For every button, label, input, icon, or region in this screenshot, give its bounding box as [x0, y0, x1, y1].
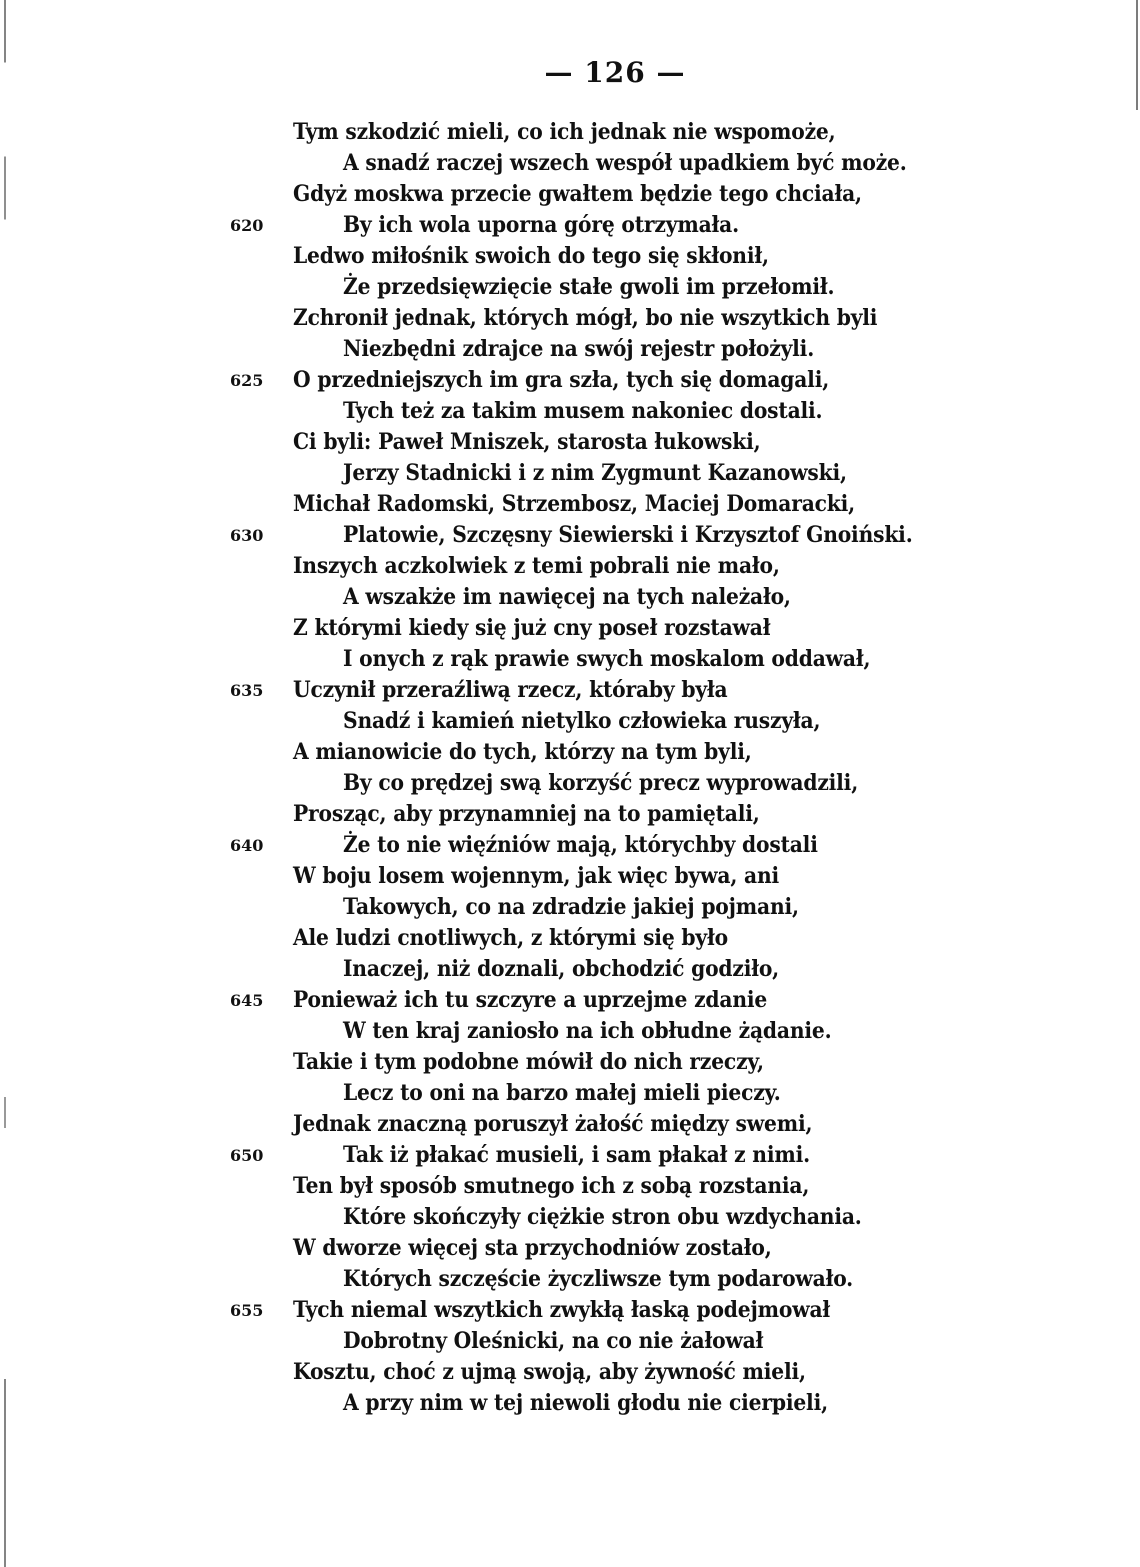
verse-text: Że przedsięwzięcie stałe gwoli im przełomił. — [343, 274, 835, 300]
verse-line — [0, 427, 1140, 458]
verse-text: Zchronił jednak, których mógł, bo nie wszytkich byli — [293, 305, 878, 331]
verse-line — [0, 582, 1140, 613]
verse-text: Jerzy Stadnicki i z nim Zygmunt Kazanowski, — [343, 460, 847, 486]
verse-line — [0, 1295, 1140, 1326]
verse-line — [0, 985, 1140, 1016]
verse-text: Snadź i kamień nietylko człowieka ruszyła, — [343, 708, 821, 734]
verse-text: W ten kraj zaniosło na ich obłudne żądanie. — [343, 1018, 832, 1044]
verse-line — [0, 768, 1140, 799]
verse-text: W dworze więcej sta przychodniów zostało, — [293, 1235, 772, 1261]
verse-text: Tych też za takim musem nakoniec dostali. — [343, 398, 823, 424]
verse-line — [0, 458, 1140, 489]
verse-text: Jednak znaczną poruszył żałość między swemi, — [293, 1111, 813, 1137]
verse-text: Że to nie więźniów mają, którychby dostali — [343, 832, 818, 858]
verse-line — [0, 520, 1140, 551]
verse-line — [0, 892, 1140, 923]
verse-text: W boju losem wojennym, jak więc bywa, ani — [293, 863, 780, 889]
verse-text: A przy nim w tej niewoli głodu nie cierpieli, — [343, 1390, 828, 1416]
verse-text: Niezbędni zdrajce na swój rejestr położyli. — [343, 336, 815, 362]
verse-line — [0, 1264, 1140, 1295]
verse-text: Ten był sposób smutnego ich z sobą rozstania, — [293, 1173, 810, 1199]
verse-text: By ich wola uporna górę otrzymała. — [343, 212, 739, 238]
verse-line — [0, 799, 1140, 830]
verse-text: Lecz to oni na barzo małej mieli pieczy. — [343, 1080, 781, 1106]
verse-text: Kosztu, choć z ujmą swoją, aby żywność mieli, — [293, 1359, 806, 1385]
line-number: 630 — [230, 526, 264, 545]
verse-line — [0, 1047, 1140, 1078]
verse-text: Które skończyły ciężkie stron obu wzdychania. — [343, 1204, 862, 1230]
verse-text: By co prędzej swą korzyść precz wyprowadzili, — [343, 770, 859, 796]
verse-text: Dobrotny Oleśnicki, na co nie żałował — [343, 1328, 764, 1354]
verse-line — [0, 644, 1140, 675]
poem-text — [0, 117, 1140, 1419]
verse-text: Z którymi kiedy się już cny poseł rozstawał — [293, 615, 771, 641]
verse-text: Takie i tym podobne mówił do nich rzeczy, — [293, 1049, 764, 1075]
verse-line — [0, 303, 1140, 334]
verse-line — [0, 1171, 1140, 1202]
verse-line — [0, 954, 1140, 985]
verse-text: A wszakże im nawięcej na tych należało, — [343, 584, 791, 610]
verse-text: Tak iż płakać musieli, i sam płakał z nimi. — [343, 1142, 811, 1168]
verse-text: Gdyż moskwa przecie gwałtem będzie tego chciała, — [293, 181, 862, 207]
verse-text: Prosząc, aby przynamniej na to pamiętali, — [293, 801, 760, 827]
verse-line — [0, 117, 1140, 148]
verse-line — [0, 365, 1140, 396]
line-number: 655 — [230, 1301, 264, 1320]
verse-text: Ale ludzi cnotliwych, z którymi się było — [293, 925, 728, 951]
verse-text: Ledwo miłośnik swoich do tego się skłonił, — [293, 243, 769, 269]
verse-line — [0, 830, 1140, 861]
verse-text: Których szczęście życzliwsze tym podarowało. — [343, 1266, 854, 1292]
verse-text: Tych niemal wszytkich zwykłą łaską podejmował — [293, 1297, 831, 1323]
verse-line — [0, 737, 1140, 768]
verse-text: Tym szkodzić mieli, co ich jednak nie wspomoże, — [293, 119, 836, 145]
verse-line — [0, 272, 1140, 303]
verse-line — [0, 334, 1140, 365]
verse-line — [0, 1233, 1140, 1264]
page-number: — 126 — — [544, 56, 686, 89]
verse-text: I onych z rąk prawie swych moskalom oddawał, — [343, 646, 871, 672]
line-number: 620 — [230, 216, 264, 235]
verse-text: A mianowicie do tych, którzy na tym byli, — [293, 739, 752, 765]
verse-text: Inszych aczkolwiek z temi pobrali nie mało, — [293, 553, 780, 579]
verse-line — [0, 861, 1140, 892]
line-number: 650 — [230, 1146, 264, 1165]
line-number: 640 — [230, 836, 264, 855]
verse-line — [0, 1202, 1140, 1233]
line-number: 625 — [230, 371, 264, 390]
verse-text: Platowie, Szczęsny Siewierski i Krzysztof Gnoiński. — [343, 522, 913, 548]
verse-line — [0, 210, 1140, 241]
verse-text: O przedniejszych im gra szła, tych się domagali, — [293, 367, 830, 393]
verse-line — [0, 1078, 1140, 1109]
verse-text: Ci byli: Paweł Mniszek, starosta łukowski, — [293, 429, 761, 455]
verse-line — [0, 706, 1140, 737]
verse-line — [0, 179, 1140, 210]
verse-line — [0, 241, 1140, 272]
verse-line — [0, 1357, 1140, 1388]
line-number: 645 — [230, 991, 264, 1010]
verse-text: Inaczej, niż doznali, obchodzić godziło, — [343, 956, 780, 982]
verse-line — [0, 923, 1140, 954]
verse-line — [0, 489, 1140, 520]
verse-line — [0, 148, 1140, 179]
line-number: 635 — [230, 681, 264, 700]
verse-text: Ponieważ ich tu szczyre a uprzejme zdanie — [293, 987, 768, 1013]
verse-line — [0, 613, 1140, 644]
verse-text: A snadź raczej wszech wespół upadkiem być może. — [343, 150, 907, 176]
verse-line — [0, 1388, 1140, 1419]
verse-line — [0, 551, 1140, 582]
verse-line — [0, 675, 1140, 706]
verse-line — [0, 396, 1140, 427]
scan-edge-artifact-right — [1136, 0, 1138, 110]
verse-text: Uczynił przeraźliwą rzecz, któraby była — [293, 677, 728, 703]
verse-text: Takowych, co na zdradzie jakiej pojmani, — [343, 894, 799, 920]
verse-line — [0, 1016, 1140, 1047]
verse-text: Michał Radomski, Strzembosz, Maciej Domaracki, — [293, 491, 856, 517]
verse-line — [0, 1326, 1140, 1357]
verse-line — [0, 1140, 1140, 1171]
verse-line — [0, 1109, 1140, 1140]
